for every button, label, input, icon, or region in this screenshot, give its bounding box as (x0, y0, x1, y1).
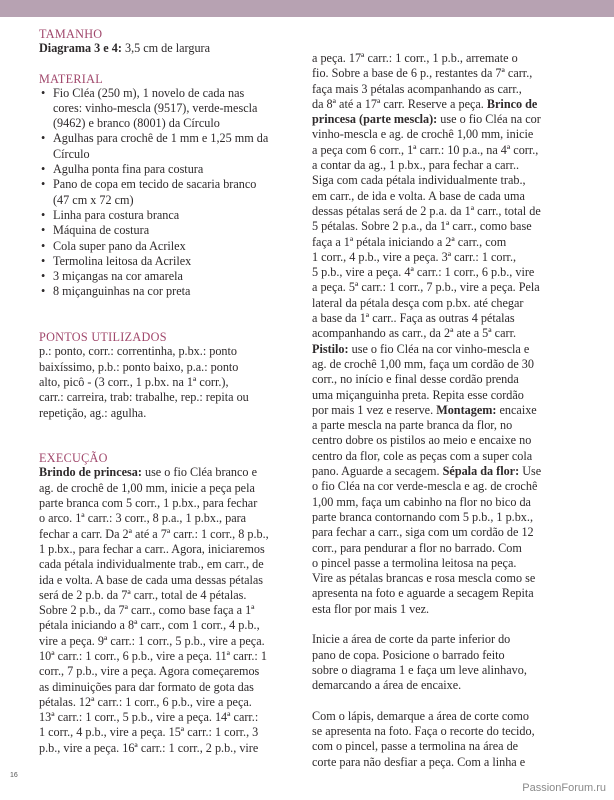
text-line: esta flor por mais 1 vez. (312, 601, 430, 616)
text-line: será de 2 p.b. da 7ª carr., total de 4 pétalas. (39, 587, 247, 602)
tamanho-line (39, 41, 279, 56)
top-color-band (0, 0, 614, 17)
sepala-line (312, 464, 576, 479)
text-line: lateral da pétala desça com p.bx. até chegar (312, 295, 524, 310)
material-item: • Agulhas para crochê de 1 mm e 1,25 mm da (39, 131, 279, 146)
text-line: fio. Sobre a base de 6 p., restantes da 7ª carr., (312, 66, 533, 81)
text-line: 1 p.bx., para fechar a carr.. Agora, iniciaremos (39, 541, 265, 556)
right-column (312, 51, 576, 770)
right-text-d (312, 418, 576, 464)
text-line: fechar a carr. Da 2ª até a 7ª carr.: 1 corr., 8 p.b., (39, 526, 269, 541)
text-line: corr., no início e final desse cordão prenda (312, 372, 519, 387)
text-line: parte branca contornando com 5 p.b., 1 p.bx., (312, 509, 533, 524)
material-heading: MATERIAL (39, 71, 104, 86)
text-line: Sobre 2 p.b., da 7ª carr., como base faça a 1ª (39, 603, 255, 618)
text-line: corr., 7 p.b., vire a peça. Agora começaremos (39, 664, 260, 679)
text-line: ida e volta. A base de cada uma dessas pétalas (39, 572, 264, 587)
text-line: Vire as pétalas brancas e rosa mescla como se (312, 571, 536, 586)
material-item: • Linha para costura branca (39, 208, 279, 223)
brinco-after-text: use o fio Cléa na cor (437, 112, 541, 127)
pontos-heading: PONTOS UTILIZADOS (39, 330, 167, 345)
material-item-cont: (47 cm x 72 cm) (53, 192, 134, 207)
text-line: 1 corr., 4 p.b., vire a peça. 3ª carr.: 1 corr., (312, 249, 517, 264)
pistilo-after-text: use o fio Cléa na cor vinho-mescla e (348, 341, 530, 356)
text-line: 10ª carr.: 1 corr., 6 p.b., vire a peça. 11ª carr.: 1 (39, 648, 267, 663)
text-line: acompanhando as carr., da 2ª ate a 5ª carr. (312, 326, 516, 341)
pistilo-line (312, 342, 576, 357)
material-item: • Fio Cléa (250 m), 1 novelo de cada nas (39, 86, 279, 101)
text-line: p.: ponto, corr.: correntinha, p.bx.: ponto (39, 344, 238, 359)
text-line: demarcando a área de encaixe. (312, 678, 462, 693)
text-line: uma miçanguinha preta. Repita esse cordão (312, 387, 524, 402)
right-text-e (312, 479, 576, 617)
text-line: centro dobre os pistilos ao meio e encaixe no (312, 433, 532, 448)
execucao-text (39, 481, 279, 756)
text-line: carr.: carreira, trab: trabalhe, rep.: repita ou (39, 390, 249, 405)
material-item-cont: cores: vinho-mescla (9517), verde-mescla (53, 100, 258, 115)
text-line: pétala iniciando a 8ª carr., com 1 corr., 4 p.b., (39, 618, 260, 633)
text-line: em carr., de ida e volta. A base de cada uma (312, 188, 525, 203)
text-line: se apresenta na foto. Faça o recorte do tecido, (312, 724, 535, 739)
text-line: as diminuições para dar formato de gota das (39, 679, 254, 694)
execucao-first-line (39, 465, 279, 480)
brinco-line (312, 97, 576, 112)
left-column (39, 27, 279, 756)
text-line: a contar da ag., 1 p.bx., para fechar a carr.. (312, 158, 520, 173)
text-line: o pincel passe a termolina leitosa na peça. (312, 555, 517, 570)
right-text-b (312, 127, 576, 341)
text-line: repetição, ag.: agulha. (39, 405, 147, 420)
page-number: 16 (10, 772, 18, 779)
text-line: cada pétala individualmente trab., em carr., de (39, 557, 264, 572)
text-line: parte branca com 5 corr., 1 p.bx., para fechar (39, 496, 258, 511)
text-line: p.b., vire a peça. 16ª carr.: 1 corr., 2 p.b., vire (39, 740, 259, 755)
text-line: a peça. 5ª carr.: 1 corr., 7 p.b., vire a peça. Pela (312, 280, 540, 295)
execucao-first-text: use o fio Cléa branco e (141, 465, 257, 480)
text-line: Com o lápis, demarque a área de corte como (312, 708, 529, 723)
text-line: a base da 1ª carr.. Faça as outras 4 pétalas (312, 311, 515, 326)
text-line: ag. de crochê 1,00 mm, faça um cordão de 30 (312, 356, 534, 371)
text-line: 1,00 mm, faça um cabinho na flor no bico da (312, 494, 531, 509)
text-line: 13ª carr.: 1 corr., 5 p.b., vire a peça. 14ª carr.: (39, 710, 259, 725)
text-line: com o pincel, passe a termolina na área de (312, 739, 519, 754)
pontos-text (39, 344, 279, 420)
text-line: vire a peça. 9ª carr.: 1 corr., 5 p.b., vire a peça. (39, 633, 265, 648)
text-line: 5 p.b., vire a peça. 4ª carr.: 1 corr., 6 p.b., vire (312, 265, 535, 280)
right-paragraph-2 (312, 632, 576, 693)
text-line: corte para não desfiar a peça. Com a linha e (312, 754, 526, 769)
sepala-label: Sépala da flor: (442, 464, 520, 479)
right-text-a (312, 51, 576, 97)
material-item: • Pano de copa em tecido de sacaria branco (39, 177, 279, 192)
text-line: pano de copa. Posicione o barrado feito (312, 647, 505, 662)
text-line: faça mais 3 pétalas acompanhando as carr., (312, 81, 522, 96)
sepala-after-text: Use (519, 464, 542, 479)
material-item: • Máquina de costura (39, 223, 279, 238)
execucao-heading: EXECUÇÃO (39, 451, 108, 466)
brindo-label: Brindo de princesa: (39, 465, 142, 480)
text-line: a peça. 17ª carr.: 1 corr., 1 p.b., arremate o (312, 51, 518, 65)
material-item-cont: Círculo (53, 146, 90, 161)
text-line: pétalas. 12ª carr.: 1 corr., 6 p.b., vire a peça. (39, 694, 252, 709)
pistilo-label: Pistilo: (312, 341, 349, 356)
montagem-pre-text: por mais 1 vez e reserve. (312, 402, 437, 417)
text-line: corr., para pendurar a flor no barrado. Com (312, 540, 522, 555)
text-line: ag. de crochê de 1,00 mm, inicie a peça pela (39, 480, 255, 495)
text-line: 5 pétalas. Sobre 2 p.a., da 1ª carr., como base (312, 219, 532, 234)
material-item: • 8 miçanguinhas na cor preta (39, 284, 279, 299)
text-line: faça a 1ª pétala iniciando a 2ª carr., com (312, 234, 507, 249)
material-item: • Cola super pano da Acrilex (39, 239, 279, 254)
tamanho-label: Diagrama 3 e 4: (39, 41, 122, 55)
text-line: dessas pétalas será de 2 p.a. da 1ª carr., total de (312, 203, 541, 218)
brinco-line-2 (312, 112, 576, 127)
material-item: • Agulha ponta fina para costura (39, 162, 279, 177)
text-line: vinho-mescla e ag. de crochê 1,00 mm, inicie (312, 127, 534, 142)
montagem-line (312, 403, 576, 418)
sepala-pre-text: pano. Aguarde a secagem. (312, 464, 443, 479)
text-line: o arco. 1ª carr.: 3 corr., 8 p.a., 1 p.bx., para (39, 511, 247, 526)
material-item: • Termolina leitosa da Acrilex (39, 254, 279, 269)
text-line: a parte mescla na parte branca da flor, no (312, 418, 513, 433)
text-line: Inicie a área de corte da parte inferior do (312, 632, 511, 647)
material-item: • 3 miçangas na cor amarela (39, 269, 279, 284)
brinco-pre-text: da 8ª até a 17ª carr. Reserve a peça. (312, 96, 487, 111)
text-line: alto, picô - (3 corr., 1 p.bx. na 1ª corr.), (39, 374, 229, 389)
tamanho-text: 3,5 cm de largura (121, 41, 211, 55)
material-list (39, 86, 279, 300)
text-line: sobre o diagrama 1 e faça um leve alinhavo, (312, 662, 527, 677)
text-line: para fechar a carr., siga com um cordão de 12 (312, 525, 534, 540)
right-text-c (312, 357, 576, 403)
text-line: o fio Cléa na cor verde-mescla e ag. de crochê (312, 479, 538, 494)
text-line: apresenta na foto e aguarde a secagem Repita (312, 586, 534, 601)
text-line: Siga com cada pétala individualmente trab., (312, 173, 526, 188)
tamanho-heading: TAMANHO (39, 27, 103, 41)
montagem-after-text: encaixe (496, 402, 537, 417)
watermark: PassionForum.ru (522, 782, 606, 794)
brinco-label: Brinco de (486, 96, 538, 111)
montagem-label: Montagem: (436, 402, 497, 417)
text-line: a peça com 6 corr., 1ª carr.: 10 p.a., na 4ª corr., (312, 142, 539, 157)
text-line: 1 corr., 4 p.b., vire a peça. 15ª carr.: 1 corr., 3 (39, 725, 259, 740)
material-item-cont: (9462) e branco (8001) da Círculo (53, 116, 220, 131)
brinco-label-2: princesa (parte mescla): (312, 112, 438, 127)
right-paragraph-3 (312, 709, 576, 770)
text-line: centro da flor, cole as peças com a super cola (312, 448, 533, 463)
text-line: baixíssimo, p.b.: ponto baixo, p.a.: ponto (39, 359, 239, 374)
